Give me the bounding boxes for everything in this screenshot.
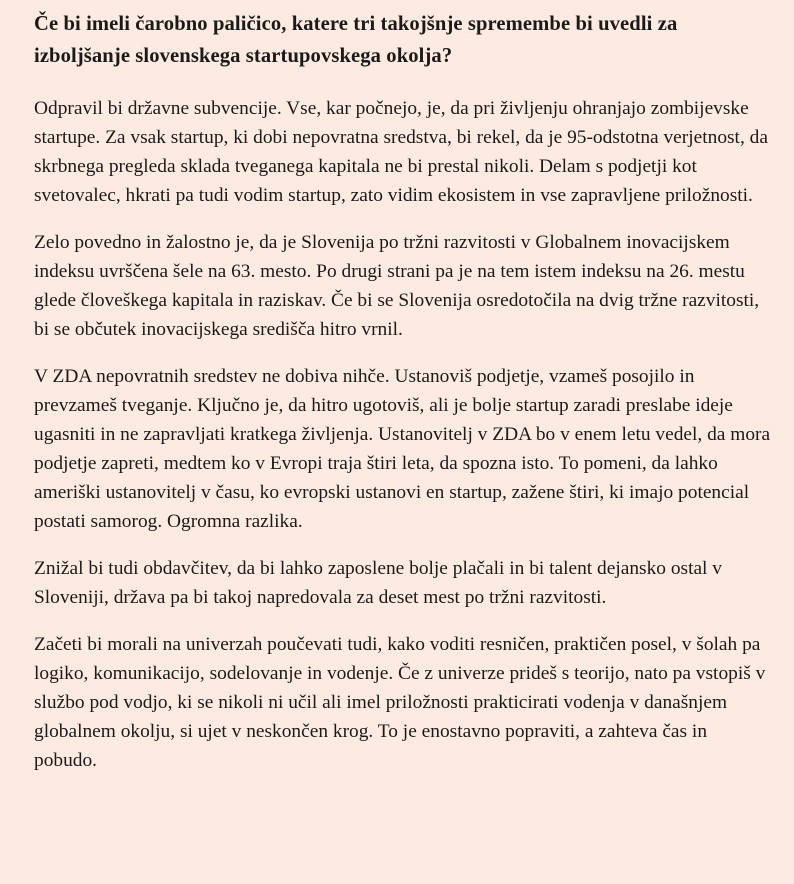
answer-paragraph-4: Znižal bi tudi obdavčitev, da bi lahko zaposlene bolje plačali in bi talent dejansko ostal v Sloveniji, država pa bi takoj napredovala za deset mest po tržni razvitosti. [34, 558, 722, 608]
interview-question: Če bi imeli čarobno paličico, katere tri takojšnje spremembe bi uvedli za izboljšanje slovenskega startupovskega okolja? [34, 13, 678, 67]
answer-paragraph-2: Zelo povedno in žalostno je, da je Slovenija po tržni razvitosti v Globalnem inovacijskem indeksu uvrščena šele na 63. mesto. Po drugi strani pa je na tem istem indeksu na 26. mestu glede človeškega kapitala in raziskav. Če bi se Slovenija osredotočila na dvig tržne razvitosti, bi se občutek inovacijskega središča hitro vrnil. [34, 232, 760, 340]
answer-paragraph-3: V ZDA nepovratnih sredstev ne dobiva nihče. Ustanoviš podjetje, vzameš posojilo in prevzameš tveganje. Ključno je, da hitro ugotoviš, ali je bolje startup zaradi preslabe ideje ugasniti in ne zapravljati kratkega življenja. Ustanovitelj v ZDA bo v enem letu vedel, da mora podjetje zapreti, medtem ko v Evropi traja štiri leta, da spozna isto. To pomeni, da lahko ameriški ustanovitelj v času, ko evropski ustanovi en startup, zažene štiri, ki imajo potencial postati samorog. Ogromna razlika. [34, 366, 771, 532]
answer-paragraph-1: Odpravil bi državne subvencije. Vse, kar počnejo, je, da pri življenju ohranjajo zombijevske startupe. Za vsak startup, ki dobi nepovratna sredstva, bi rekel, da je 95-odstotna verjetnost, da skrbnega pregleda sklada tveganega kapitala ne bi prestal nikoli. Delam s podjetji kot svetovalec, hkrati pa tudi vodim startup, zato vidim ekosistem in vse zapravljene priložnosti. [34, 98, 768, 206]
answer-paragraph-5: Začeti bi morali na univerzah poučevati tudi, kako voditi resničen, praktičen posel, v šolah pa logiko, komunikacijo, sodelovanje in vodenje. Če z univerze prideš s teorijo, nato pa vstopiš v službo pod vodjo, ki se nikoli ni učil ali imel priložnosti prakticirati vodenja v današnjem globalnem okolju, si ujet v neskončen krog. To je enostavno popraviti, a zahteva čas in pobudo. [34, 634, 766, 771]
